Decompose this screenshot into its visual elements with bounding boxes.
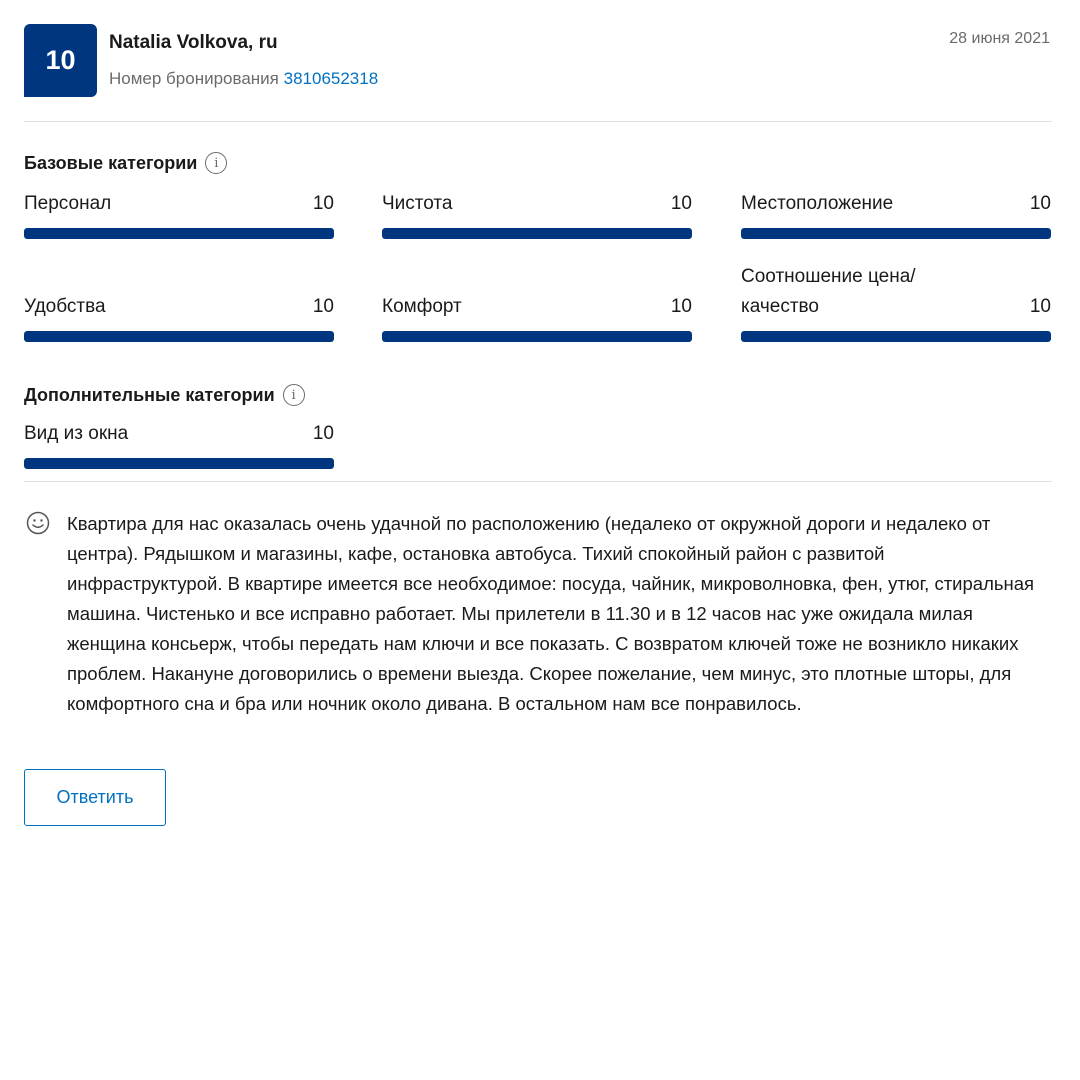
base-categories-title-text: Базовые категории bbox=[24, 152, 198, 173]
category-score: 10 bbox=[670, 296, 692, 317]
info-icon[interactable]: i bbox=[283, 384, 305, 406]
extra-categories-title bbox=[24, 384, 305, 406]
category-label: Соотношение цена/ качество bbox=[741, 266, 916, 317]
review-date: 28 июня 2021 bbox=[949, 30, 1050, 47]
category-comfort bbox=[382, 292, 692, 342]
category-label: Местоположение bbox=[741, 193, 894, 214]
category-score: 10 bbox=[1029, 193, 1051, 214]
category-facilities bbox=[24, 292, 334, 342]
extra-categories-title-text: Дополнительные категории bbox=[24, 384, 275, 405]
category-score: 10 bbox=[670, 193, 692, 214]
guest-name: Natalia Volkova, ru bbox=[109, 32, 278, 53]
category-value-for-money bbox=[741, 262, 1051, 342]
reply-button[interactable]: Ответить bbox=[24, 769, 166, 826]
category-label: Чистота bbox=[382, 193, 453, 214]
category-label: Персонал bbox=[24, 193, 112, 214]
category-label: Вид из окна bbox=[24, 423, 129, 444]
category-bar-fill bbox=[741, 331, 1051, 342]
category-bar-fill bbox=[24, 331, 334, 342]
category-score: 10 bbox=[312, 193, 334, 214]
divider bbox=[24, 481, 1052, 482]
category-bar-fill bbox=[382, 228, 692, 239]
category-cleanliness bbox=[382, 190, 692, 239]
category-label: Комфорт bbox=[382, 296, 462, 317]
category-bar-fill bbox=[382, 331, 692, 342]
category-bar-fill bbox=[24, 228, 334, 239]
category-view bbox=[24, 420, 334, 469]
category-bar bbox=[24, 458, 334, 469]
booking-label: Номер бронирования bbox=[109, 69, 279, 88]
score-value: 10 bbox=[45, 45, 76, 75]
category-bar-fill bbox=[24, 458, 334, 469]
category-score: 10 bbox=[312, 296, 334, 317]
category-staff bbox=[24, 190, 334, 239]
category-bar bbox=[24, 228, 334, 239]
smile-icon bbox=[26, 511, 50, 535]
divider bbox=[24, 121, 1052, 122]
category-score: 10 bbox=[1029, 296, 1051, 317]
category-bar bbox=[741, 228, 1051, 239]
base-categories-title bbox=[24, 152, 227, 174]
category-bar bbox=[382, 331, 692, 342]
review-text: Квартира для нас оказалась очень удачной по расположению (недалеко от окружной дороги и недалеко от центра). Рядышком и магазины, кафе, остановка автобуса. Тихий спокойный район с развитой инфраструктурой. В квартире имеется все необходимое: посуда, чайник, микроволновка, фен, утюг, стиральная машина. Чистенько и все исправно работает. Мы прилетели в 11.30 и в 12 часов нас уже ожидала милая женщина консьерж, чтобы передать нам ключи и все показать. С возвратом ключей тоже не возникло никаких проблем. Накануне договорились о времени выезда. Скорее пожелание, чем минус, это плотные шторы, для комфортного сна и бра или ночник около дивана. В остальном нам все понравилось. bbox=[67, 513, 1035, 714]
category-bar bbox=[24, 331, 334, 342]
category-bar bbox=[741, 331, 1051, 342]
category-bar-fill bbox=[741, 228, 1051, 239]
category-score: 10 bbox=[312, 423, 334, 444]
booking-info bbox=[109, 69, 378, 89]
booking-number-link[interactable]: 3810652318 bbox=[283, 69, 379, 88]
category-bar bbox=[382, 228, 692, 239]
info-icon[interactable]: i bbox=[205, 152, 227, 174]
category-location bbox=[741, 190, 1051, 239]
score-badge bbox=[24, 24, 97, 97]
category-label: Удобства bbox=[24, 296, 106, 317]
